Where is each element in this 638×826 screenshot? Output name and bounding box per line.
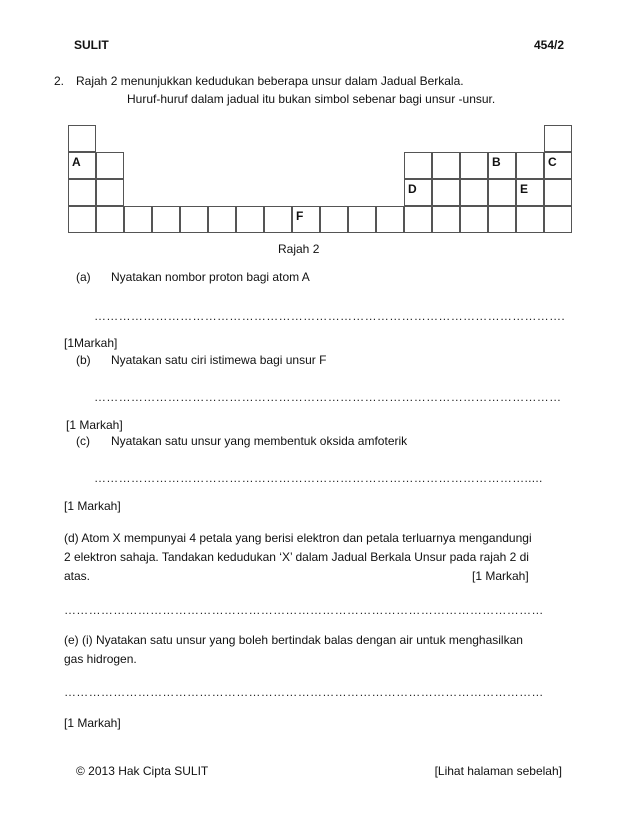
part-a-marks: [1Markah] xyxy=(64,336,118,350)
table-cell[interactable] xyxy=(432,206,460,233)
table-cell[interactable] xyxy=(488,179,516,206)
table-cell[interactable] xyxy=(516,206,544,233)
table-cell[interactable] xyxy=(264,206,292,233)
question-intro-line1: Rajah 2 menunjukkan kedudukan beberapa unsur dalam Jadual Berkala. xyxy=(76,74,464,88)
part-d-line3: atas. xyxy=(64,569,91,583)
part-b-label: (b) xyxy=(76,353,91,367)
table-cell[interactable] xyxy=(180,206,208,233)
element-label-c: C xyxy=(548,155,557,169)
part-c-answer-line[interactable]: ……………………………………………………………………………………………..... xyxy=(94,471,543,485)
table-cell-b[interactable] xyxy=(488,152,516,179)
part-d-line2: 2 elektron sahaja. Tandakan kedudukan ‘X’ dalam Jadual Berkala Unsur pada rajah 2 di xyxy=(64,550,529,564)
table-cell-e[interactable] xyxy=(516,179,544,206)
table-cell[interactable] xyxy=(124,206,152,233)
part-d-answer-line[interactable]: ……………………………………………………………………………………………………… xyxy=(64,603,544,617)
table-cell[interactable] xyxy=(68,179,96,206)
table-cell[interactable] xyxy=(404,152,432,179)
part-d-marks: [1 Markah] xyxy=(472,569,529,583)
periodic-table-diagram xyxy=(68,125,572,233)
table-cell[interactable] xyxy=(516,152,544,179)
table-cell[interactable] xyxy=(460,152,488,179)
part-e-marks: [1 Markah] xyxy=(64,716,121,730)
table-cell-d[interactable] xyxy=(404,179,432,206)
part-c-label: (c) xyxy=(76,434,90,448)
table-cell[interactable] xyxy=(348,206,376,233)
table-cell[interactable] xyxy=(432,179,460,206)
element-label-f: F xyxy=(296,209,304,223)
table-cell[interactable] xyxy=(544,206,572,233)
part-e-answer-line[interactable]: ……………………………………………………………………………………………………… xyxy=(64,685,544,699)
table-cell[interactable] xyxy=(208,206,236,233)
part-d-line1: (d) Atom X mempunyai 4 petala yang berisi elektron dan petala terluarnya mengandungi xyxy=(64,531,532,545)
table-cell-a[interactable] xyxy=(68,152,96,179)
part-a-answer-line[interactable]: ……………………………………………………………………………………………………. xyxy=(94,309,566,323)
element-label-e: E xyxy=(520,182,529,196)
header-paper-code: 454/2 xyxy=(533,38,564,52)
table-cell[interactable] xyxy=(404,206,432,233)
question-intro-line2: Huruf-huruf dalam jadual itu bukan simbol sebenar bagi unsur -unsur. xyxy=(127,92,496,106)
element-label-b: B xyxy=(492,155,501,169)
table-cell[interactable] xyxy=(236,206,264,233)
table-cell[interactable] xyxy=(544,125,572,152)
question-number: 2. xyxy=(54,74,65,88)
table-cell-c[interactable] xyxy=(544,152,572,179)
table-cell[interactable] xyxy=(460,179,488,206)
table-cell[interactable] xyxy=(488,206,516,233)
table-cell[interactable] xyxy=(460,206,488,233)
table-cell[interactable] xyxy=(544,179,572,206)
table-cell[interactable] xyxy=(96,179,124,206)
table-cell[interactable] xyxy=(320,206,348,233)
diagram-caption: Rajah 2 xyxy=(278,242,320,256)
footer-next-page: [Lihat halaman sebelah] xyxy=(434,764,562,778)
part-c-marks: [1 Markah] xyxy=(64,499,121,513)
header-sulit: SULIT xyxy=(74,38,109,52)
table-cell[interactable] xyxy=(68,206,96,233)
table-cell[interactable] xyxy=(96,206,124,233)
part-b-marks: [1 Markah] xyxy=(66,418,123,432)
element-label-a: A xyxy=(72,155,81,169)
table-cell[interactable] xyxy=(68,125,96,152)
part-b-question: Nyatakan satu ciri istimewa bagi unsur F xyxy=(111,353,327,367)
table-cell[interactable] xyxy=(152,206,180,233)
part-e-line1: (e) (i) Nyatakan satu unsur yang boleh bertindak balas dengan air untuk menghasilkan xyxy=(64,633,523,647)
part-c-question: Nyatakan satu unsur yang membentuk oksida amfoterik xyxy=(111,434,408,448)
part-b-answer-line[interactable]: …………………………………………………………………………………………………… xyxy=(94,390,562,404)
table-cell-f[interactable] xyxy=(292,206,320,233)
part-a-label: (a) xyxy=(76,270,91,284)
table-cell[interactable] xyxy=(96,152,124,179)
footer-copyright: © 2013 Hak Cipta SULIT xyxy=(76,764,209,778)
element-label-d: D xyxy=(408,182,417,196)
table-cell[interactable] xyxy=(376,206,404,233)
part-e-line2: gas hidrogen. xyxy=(64,652,137,666)
table-cell[interactable] xyxy=(432,152,460,179)
part-a-question: Nyatakan nombor proton bagi atom A xyxy=(111,270,310,284)
